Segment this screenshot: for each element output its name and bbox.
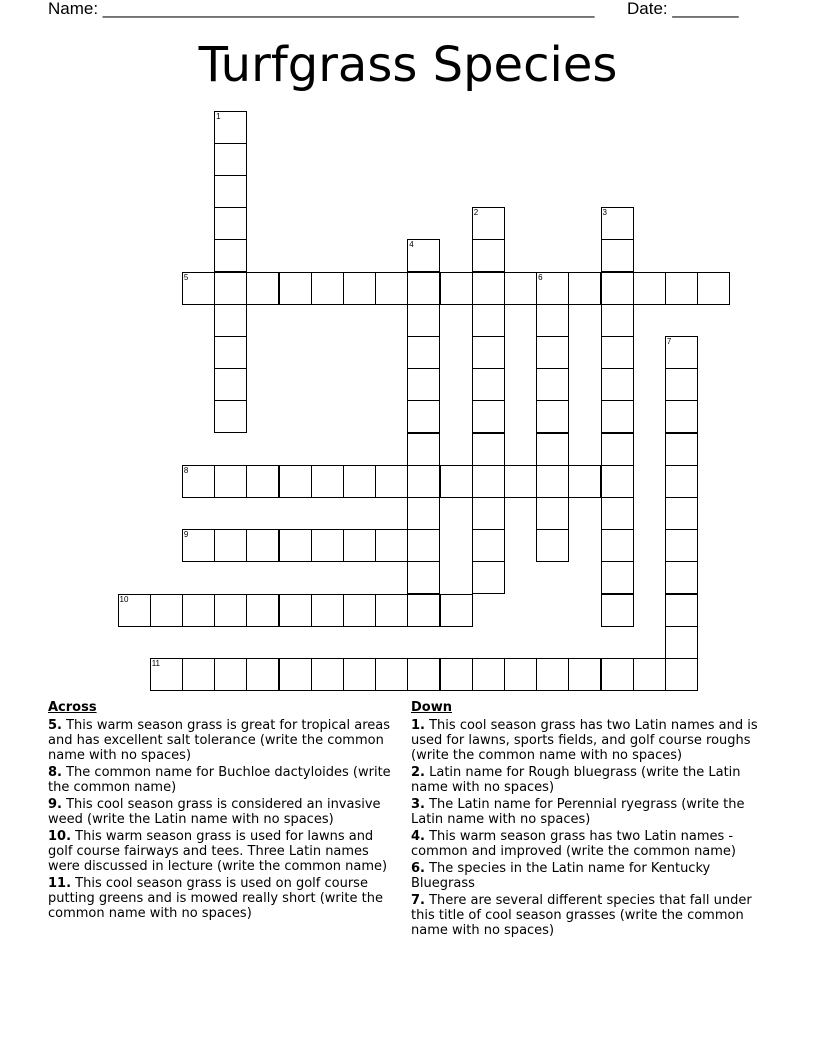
grid-cell[interactable] [214, 658, 247, 691]
grid-cell[interactable] [311, 594, 344, 627]
clue-number-label: 2. [411, 765, 425, 780]
grid-cell[interactable] [440, 594, 473, 627]
down-clue [411, 797, 773, 827]
clue-number-label: 4. [411, 829, 425, 844]
grid-cell[interactable] [536, 497, 569, 530]
grid-cell[interactable] [472, 239, 505, 272]
grid-cell[interactable] [601, 304, 634, 337]
grid-cell[interactable] [601, 497, 634, 530]
grid-cell[interactable] [601, 594, 634, 627]
date-field-label[interactable]: Date: _______ [627, 0, 739, 18]
clue-number: 3 [602, 208, 607, 218]
grid-cell[interactable] [536, 658, 569, 691]
grid-cell[interactable] [568, 272, 601, 305]
grid-cell[interactable] [665, 433, 698, 466]
clue-number-label: 8. [48, 765, 62, 780]
grid-cell[interactable] [665, 626, 698, 659]
grid-cell[interactable] [601, 561, 634, 594]
grid-cell[interactable] [633, 272, 666, 305]
grid-cell[interactable] [375, 272, 408, 305]
across-clue [48, 797, 400, 827]
grid-cell[interactable] [601, 400, 634, 433]
clue-number: 7 [666, 336, 672, 346]
clue-number-label: 3. [411, 797, 425, 812]
grid-cell[interactable] [214, 336, 247, 369]
grid-cell[interactable] [665, 400, 698, 433]
clue-number-label: 9. [48, 797, 62, 812]
grid-cell[interactable] [472, 561, 505, 594]
grid-cell[interactable] [279, 529, 312, 562]
puzzle-title: Turfgrass Species [198, 37, 618, 93]
name-field-label[interactable]: Name: ____________________________________________________ [48, 0, 595, 18]
across-heading: Across [48, 700, 97, 715]
grid-cell[interactable] [214, 368, 247, 401]
grid-cell[interactable] [279, 465, 312, 498]
across-clue [48, 829, 400, 874]
grid-cell[interactable] [472, 272, 505, 305]
clue-text: This cool season grass is used on golf course putting greens and is mowed really short (write the common name with no spaces) [48, 876, 383, 921]
grid-cell[interactable] [601, 239, 634, 272]
across-clue [48, 718, 400, 763]
grid-cell[interactable] [472, 529, 505, 562]
grid-cell[interactable] [697, 272, 730, 305]
grid-cell[interactable] [214, 400, 247, 433]
grid-cell[interactable] [311, 529, 344, 562]
down-clue [411, 861, 773, 891]
grid-cell[interactable] [665, 272, 698, 305]
grid-cell[interactable] [665, 594, 698, 627]
grid-cell[interactable] [536, 465, 569, 498]
clue-text: This warm season grass is used for lawns and golf course fairways and tees. Three Latin names were discussed in lecture (write the common name) [48, 829, 388, 874]
grid-cell[interactable] [246, 465, 279, 498]
grid-cell[interactable] [246, 529, 279, 562]
grid-cell[interactable] [536, 336, 569, 369]
grid-cell[interactable] [665, 465, 698, 498]
down-clue [411, 718, 773, 763]
clue-text: There are several different species that fall under this title of cool season grasses (write the common name with no spaces) [411, 893, 752, 938]
grid-cell[interactable] [472, 658, 505, 691]
grid-cell[interactable] [407, 594, 440, 627]
grid-cell[interactable] [665, 497, 698, 530]
clue-number-label: 11. [48, 876, 72, 891]
grid-cell[interactable] [536, 304, 569, 337]
grid-cell[interactable] [601, 658, 634, 691]
grid-cell[interactable] [601, 336, 634, 369]
clue-number: 1 [216, 111, 221, 121]
grid-cell[interactable] [472, 400, 505, 433]
grid-cell[interactable] [601, 529, 634, 562]
down-heading: Down [411, 700, 452, 715]
grid-cell[interactable] [504, 272, 537, 305]
grid-cell[interactable] [601, 465, 634, 498]
grid-cell[interactable] [407, 336, 440, 369]
grid-cell[interactable] [407, 465, 440, 498]
grid-cell[interactable] [214, 594, 247, 627]
grid-cell[interactable] [343, 465, 376, 498]
grid-cell[interactable] [472, 336, 505, 369]
grid-cell[interactable] [150, 594, 183, 627]
grid-cell[interactable] [214, 272, 247, 305]
grid-cell[interactable] [504, 465, 537, 498]
grid-cell[interactable] [665, 658, 698, 691]
down-clue [411, 765, 773, 795]
grid-cell[interactable] [665, 561, 698, 594]
grid-cell[interactable] [375, 594, 408, 627]
grid-cell[interactable] [311, 465, 344, 498]
grid-cell[interactable] [472, 368, 505, 401]
across-clue-list [48, 718, 400, 921]
grid-cell[interactable] [407, 497, 440, 530]
grid-cell[interactable] [375, 529, 408, 562]
clue-text: This cool season grass has two Latin names and is used for lawns, sports fields, and golf course roughs (write the common name with no spaces) [411, 718, 758, 763]
clue-number: 11 [151, 658, 160, 668]
grid-cell[interactable] [472, 304, 505, 337]
grid-cell[interactable] [407, 658, 440, 691]
grid-cell[interactable] [601, 368, 634, 401]
grid-cell[interactable] [279, 658, 312, 691]
clue-number-label: 7. [411, 893, 425, 908]
grid-cell[interactable] [343, 529, 376, 562]
grid-cell[interactable] [407, 368, 440, 401]
across-clue [48, 765, 400, 795]
grid-cell[interactable] [182, 594, 215, 627]
grid-cell[interactable] [246, 594, 279, 627]
clue-number: 2 [473, 208, 479, 218]
clue-text: The common name for Buchloe dactyloides (write the common name) [48, 765, 391, 795]
clue-number-label: 6. [411, 861, 425, 876]
clue-text: This warm season grass has two Latin names - common and improved (write the common name) [411, 829, 737, 859]
grid-cell[interactable] [375, 658, 408, 691]
grid-cell[interactable] [536, 529, 569, 562]
grid-cell[interactable] [279, 272, 312, 305]
grid-cell[interactable] [279, 594, 312, 627]
grid-cell[interactable] [472, 497, 505, 530]
grid-cell[interactable] [311, 658, 344, 691]
grid-cell[interactable] [536, 400, 569, 433]
grid-cell[interactable] [214, 207, 247, 240]
grid-cell[interactable] [601, 433, 634, 466]
down-clue [411, 829, 773, 859]
clue-number-label: 5. [48, 718, 62, 733]
grid-cell[interactable] [568, 465, 601, 498]
grid-cell[interactable] [311, 272, 344, 305]
clue-text: This warm season grass is great for tropical areas and has excellent salt tolerance (write the common name with no spaces) [48, 718, 391, 763]
clue-text: The Latin name for Perennial ryegrass (write the Latin name with no spaces) [411, 797, 745, 827]
grid-cell[interactable] [601, 272, 634, 305]
grid-cell[interactable] [536, 368, 569, 401]
grid-cell[interactable] [536, 433, 569, 466]
grid-cell[interactable] [633, 658, 666, 691]
grid-cell[interactable] [407, 433, 440, 466]
grid-cell[interactable] [440, 465, 473, 498]
grid-cell[interactable] [246, 272, 279, 305]
clue-text: Latin name for Rough bluegrass (write the Latin name with no spaces) [411, 765, 741, 795]
clue-number-label: 10. [48, 829, 72, 844]
down-clue-list [411, 718, 773, 938]
clue-text: The species in the Latin name for Kentucky Bluegrass [411, 861, 711, 891]
grid-cell[interactable] [246, 658, 279, 691]
grid-cell[interactable] [407, 561, 440, 594]
clue-number: 10 [119, 594, 129, 604]
grid-cell[interactable] [214, 465, 247, 498]
grid-cell[interactable] [407, 529, 440, 562]
grid-cell[interactable] [665, 368, 698, 401]
clue-number: 6 [538, 272, 543, 282]
down-clue [411, 893, 773, 938]
clue-number: 9 [183, 530, 189, 540]
grid-cell[interactable] [665, 529, 698, 562]
down-clues [411, 700, 773, 940]
grid-cell[interactable] [343, 658, 376, 691]
grid-cell[interactable] [214, 304, 247, 337]
grid-cell[interactable] [407, 272, 440, 305]
grid-cell[interactable] [214, 529, 247, 562]
grid-cell[interactable] [472, 433, 505, 466]
clue-number: 8 [183, 465, 189, 475]
grid-cell[interactable] [375, 465, 408, 498]
grid-cell[interactable] [407, 400, 440, 433]
grid-cell[interactable] [182, 658, 215, 691]
grid-cell[interactable] [504, 658, 537, 691]
clue-number-label: 1. [411, 718, 425, 733]
grid-cell[interactable] [472, 465, 505, 498]
grid-cell[interactable] [440, 272, 473, 305]
grid-cell[interactable] [343, 594, 376, 627]
across-clues [48, 700, 400, 923]
grid-cell[interactable] [343, 272, 376, 305]
grid-cell[interactable] [440, 658, 473, 691]
grid-cell[interactable] [214, 239, 247, 272]
clue-number: 5 [183, 272, 189, 282]
across-clue [48, 876, 400, 921]
clue-text: This cool season grass is considered an invasive weed (write the Latin name with no spaces) [48, 797, 381, 827]
clue-number: 4 [409, 240, 414, 250]
grid-cell[interactable] [214, 143, 247, 176]
grid-cell[interactable] [214, 175, 247, 208]
grid-cell[interactable] [407, 304, 440, 337]
grid-cell[interactable] [568, 658, 601, 691]
